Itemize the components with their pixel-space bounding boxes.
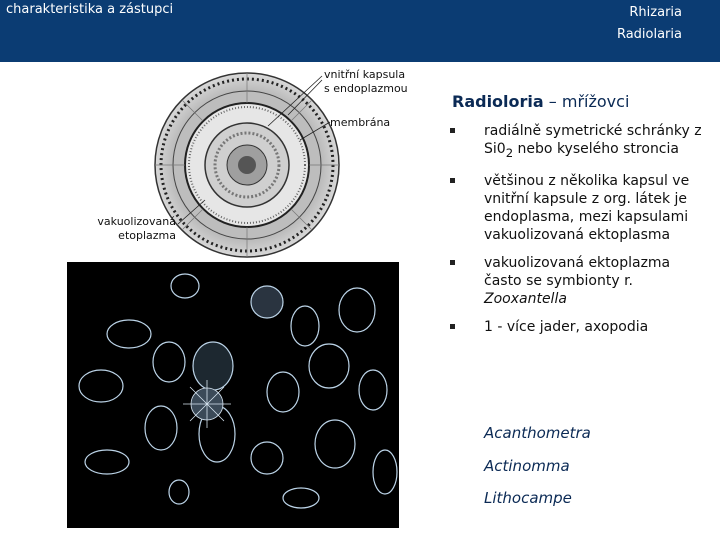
genus-acanthometra: Acanthometra [484,424,591,442]
heading-bold: Radioloria [452,92,544,111]
bullet-icon [450,128,455,133]
subscript: 2 [505,145,514,160]
bullet-text: většinou z několika kapsul ve vnitřní kapsule z org. látek je endoplasma, mezi kapsulami vakuolizovaná ektoplasma [484,172,690,243]
label-capsule-line1: vnitřní kapsula [324,68,406,81]
genus-italic: Zooxantella [484,290,567,307]
bullet-icon [450,324,455,329]
title-bar [0,0,720,62]
label-membrane: membrána [330,116,391,129]
subgroup-label: Radiolaria [616,27,682,42]
bullet-text: radiálně symetrické schránky z Si0 [484,123,702,157]
label-inner-capsule [324,68,408,96]
bullet-icon [450,260,455,265]
label-vacuol-line2: etoplazma [118,229,176,242]
list-item [450,172,710,244]
label-capsule-line2: s endoplazmou [324,82,408,95]
label-vacuol-line1: vakuolizovaná [97,215,176,228]
list-item [450,254,710,308]
list-item [450,318,710,336]
bullet-text-rest: nebo kyselého stroncia [513,141,679,157]
bullet-list [450,122,710,346]
genus-lithocampe: Lithocampe [484,489,572,507]
bullet-text: vakuolizovaná ektoplazma často se symbionty r. [484,254,671,289]
genus-actinomma: Actinomma [484,457,570,475]
bullet-icon [450,178,455,183]
section-heading [452,92,629,111]
radiolaria-micrograph [67,262,399,528]
bullet-text: 1 - více jader, axopodia [484,318,649,335]
label-vacuolized-ectoplasm [86,215,176,243]
group-label: Rhizaria [629,5,682,20]
list-item [450,122,710,162]
taxonomy-label [617,2,682,46]
heading-rest: – mřížovci [543,92,630,111]
slide-title: charakteristika a zástupci [6,2,174,17]
